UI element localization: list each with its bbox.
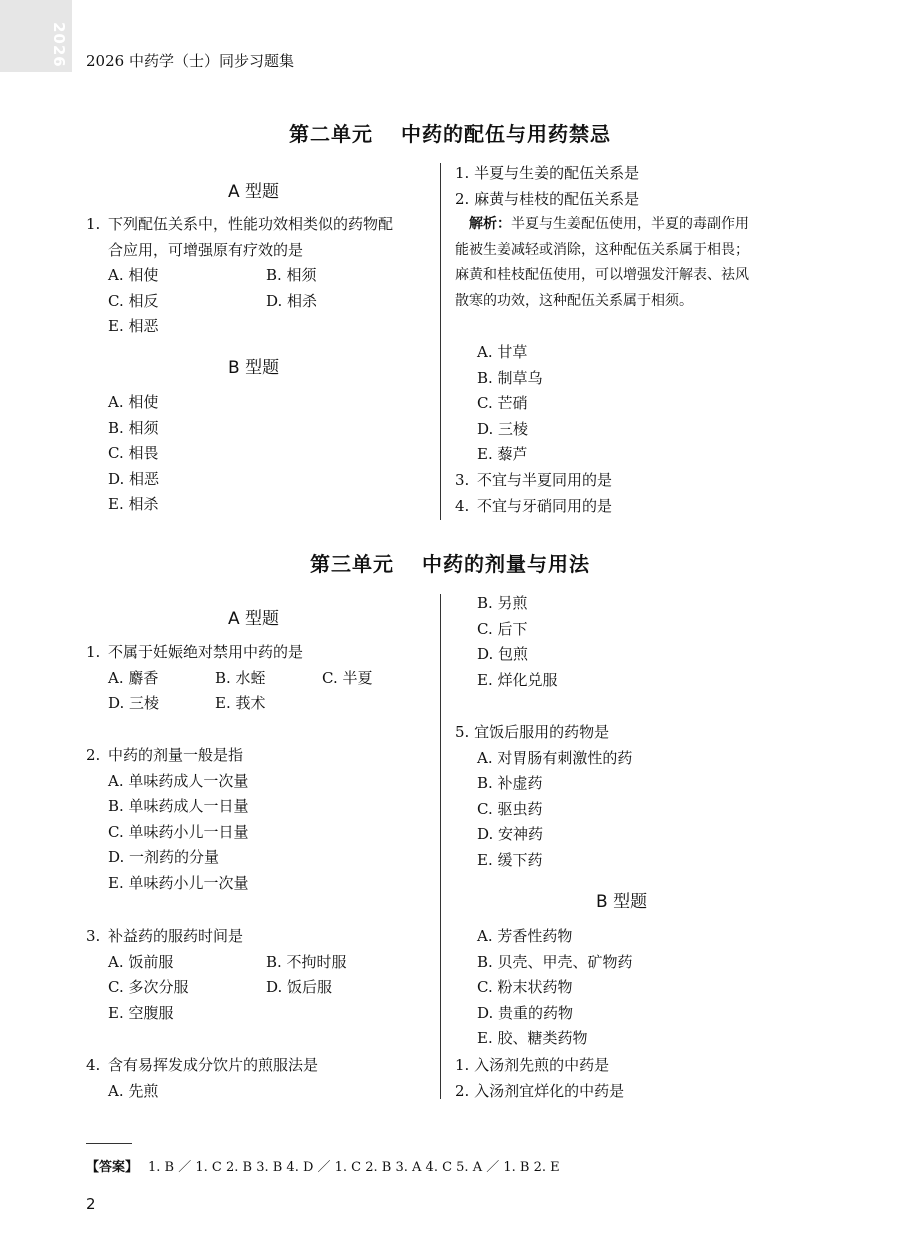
unit2-subtitle: 中药的配伍与用药禁忌 — [401, 122, 611, 146]
option-e: E. 相恶 — [108, 317, 159, 336]
option-d: D. 三棱 — [477, 419, 529, 438]
option-b: B. 另煎 — [477, 594, 528, 612]
unit3-a-q4 — [86, 1053, 318, 1104]
unit3-subtitle: 中药的剂量与用法 — [422, 552, 590, 576]
unit3-a-q5 — [455, 720, 632, 874]
option-a: A. 先煎 — [108, 1081, 159, 1100]
option-d: D. 贵重的药物 — [477, 1003, 574, 1022]
question-5: 5. 宜饭后服用的药物是 — [455, 723, 610, 741]
unit3-number: 第三单元 — [310, 552, 394, 576]
q-text: 补益药的服药时间是 — [108, 927, 244, 945]
q-number: 1. — [86, 643, 101, 661]
question-2: 2. 入汤剂宜烊化的中药是 — [455, 1081, 625, 1100]
option-a: A. 饭前服 — [108, 952, 174, 971]
option-d: D. 包煎 — [477, 645, 529, 664]
year-tab: 2026 — [50, 22, 68, 68]
analysis-text: 能被生姜减轻或消除，这种配伍关系属于相畏； — [455, 241, 749, 258]
option-c: C. 后下 — [477, 619, 528, 638]
q-text-cont: 合应用，可增强原有疗效的是 — [108, 240, 304, 259]
q-text: 中药的剂量一般是指 — [108, 746, 244, 764]
column-divider — [440, 594, 441, 1099]
unit3-q4-continued-options — [477, 591, 558, 693]
option-e: E. 胶、糖类药物 — [477, 1029, 588, 1048]
option-e: E. 烊化兑服 — [477, 670, 558, 689]
option-d: D. 饭后服 — [266, 978, 333, 997]
q-text: 下列配伍关系中，性能功效相类似的药物配 — [108, 215, 394, 233]
option-a: A. 芳香性药物 — [477, 927, 573, 945]
option-b: B. 制草乌 — [477, 368, 543, 387]
question-2: 2. 麻黄与桂枝的配伍关系是 — [455, 189, 640, 208]
unit3-a-q2 — [86, 743, 249, 897]
option-e: E. 藜芦 — [477, 445, 528, 464]
unit2-right-options — [477, 340, 543, 468]
option-c: C. 相反 — [108, 291, 159, 310]
option-d: D. 安神药 — [477, 825, 544, 844]
q-text: 与半夏同用的是 — [507, 471, 613, 489]
option-d: D. 一剂药的分量 — [108, 848, 220, 867]
analysis-text: 散寒的功效，这种配伍关系属于相须。 — [455, 292, 693, 309]
analysis-text: 半夏与生姜配伍使用，半夏的毒副作用 — [511, 216, 749, 232]
option-b: B. 水蛭 — [215, 668, 266, 687]
option-d: D. 三棱 — [108, 694, 160, 713]
unit2-b-options — [108, 390, 159, 518]
option-c: C. 多次分服 — [108, 978, 189, 997]
q-number: 2. — [86, 746, 101, 764]
option-a: A. 对胃肠有刺激性的药 — [477, 748, 633, 767]
option-b: B. 贝壳、甲壳、矿物药 — [477, 952, 633, 971]
book-title: 2026 中药学（士）同步习题集 — [86, 52, 294, 70]
option-c: C. 半夏 — [322, 668, 373, 687]
emphasis: 不宜 — [477, 496, 508, 515]
q-number: 3. — [86, 927, 101, 945]
unit3-b-options — [477, 924, 633, 1052]
option-c: C. 粉末状药物 — [477, 978, 573, 997]
unit3-b-type-heading: B 型题 — [596, 892, 648, 912]
option-d: D. 相杀 — [266, 291, 318, 310]
q-text: 妊娠绝对禁用中药的是 — [153, 643, 304, 661]
analysis-label: 解析： — [469, 216, 511, 232]
unit2-title — [0, 118, 900, 147]
q-number: 4. — [455, 496, 470, 515]
unit3-a-q1 — [86, 640, 372, 717]
option-c: C. 芒硝 — [477, 394, 528, 413]
option-a: A. 单味药成人一次量 — [108, 771, 249, 790]
answer-key-label: 【答案】 — [86, 1160, 139, 1175]
unit2-a-type-heading: A 型题 — [228, 182, 280, 202]
unit3-b-questions — [455, 1053, 624, 1104]
q-text: 含有易挥发成分饮片的煎服法是 — [108, 1056, 319, 1074]
unit2-right-questions — [455, 161, 639, 212]
unit3-a-type-heading: A 型题 — [228, 609, 280, 629]
unit2-right-questions-b — [455, 468, 612, 519]
answer-key — [86, 1156, 560, 1175]
option-a: A. 麝香 — [108, 668, 159, 687]
option-a: A. 相使 — [108, 266, 159, 285]
option-c: C. 驱虫药 — [477, 799, 543, 818]
option-a: A. 相使 — [108, 393, 159, 411]
option-e: E. 莪术 — [215, 694, 266, 713]
unit2-number: 第二单元 — [289, 122, 373, 146]
option-e: E. 相杀 — [108, 495, 159, 514]
option-b: B. 相须 — [108, 418, 159, 437]
column-divider — [440, 163, 441, 520]
analysis-text: 麻黄和桂枝配伍使用，可以增强发汗解表、祛风 — [455, 267, 749, 284]
option-c: C. 相畏 — [108, 444, 159, 463]
q-number: 3. — [455, 471, 470, 489]
option-d: D. 相恶 — [108, 469, 160, 488]
option-e: E. 缓下药 — [477, 850, 543, 869]
analysis-block — [455, 212, 799, 314]
option-a: A. 甘草 — [477, 343, 528, 361]
q-number: 1. — [86, 215, 101, 233]
option-b: B. 不拘时服 — [266, 952, 347, 971]
answer-key-values: 1. B ／ 1. C 2. B 3. B 4. D ／ 1. C 2. B 3. A 4. C 5. A ／ 1. B 2. E — [148, 1160, 560, 1175]
q-number: 4. — [86, 1056, 101, 1074]
option-c: C. 单味药小儿一日量 — [108, 822, 249, 841]
emphasis: 不宜 — [477, 471, 508, 489]
option-b: B. 单味药成人一日量 — [108, 797, 249, 816]
unit2-b-type-heading: B 型题 — [228, 358, 280, 378]
option-b: B. 补虚药 — [477, 774, 543, 793]
emphasis: 不属于 — [108, 643, 154, 661]
footnote-rule — [86, 1143, 132, 1144]
question-1: 1. 入汤剂先煎的中药是 — [455, 1056, 610, 1074]
page-number: 2 — [86, 1195, 96, 1213]
unit3-title — [0, 548, 900, 577]
question-1: 1. 半夏与生姜的配伍关系是 — [455, 164, 640, 182]
option-e: E. 单味药小儿一次量 — [108, 873, 249, 892]
q-text: 与牙硝同用的是 — [507, 496, 613, 515]
option-b: B. 相须 — [266, 266, 317, 285]
unit2-a-q1 — [86, 212, 393, 340]
unit3-a-q3 — [86, 924, 347, 1026]
option-e: E. 空腹服 — [108, 1003, 174, 1022]
